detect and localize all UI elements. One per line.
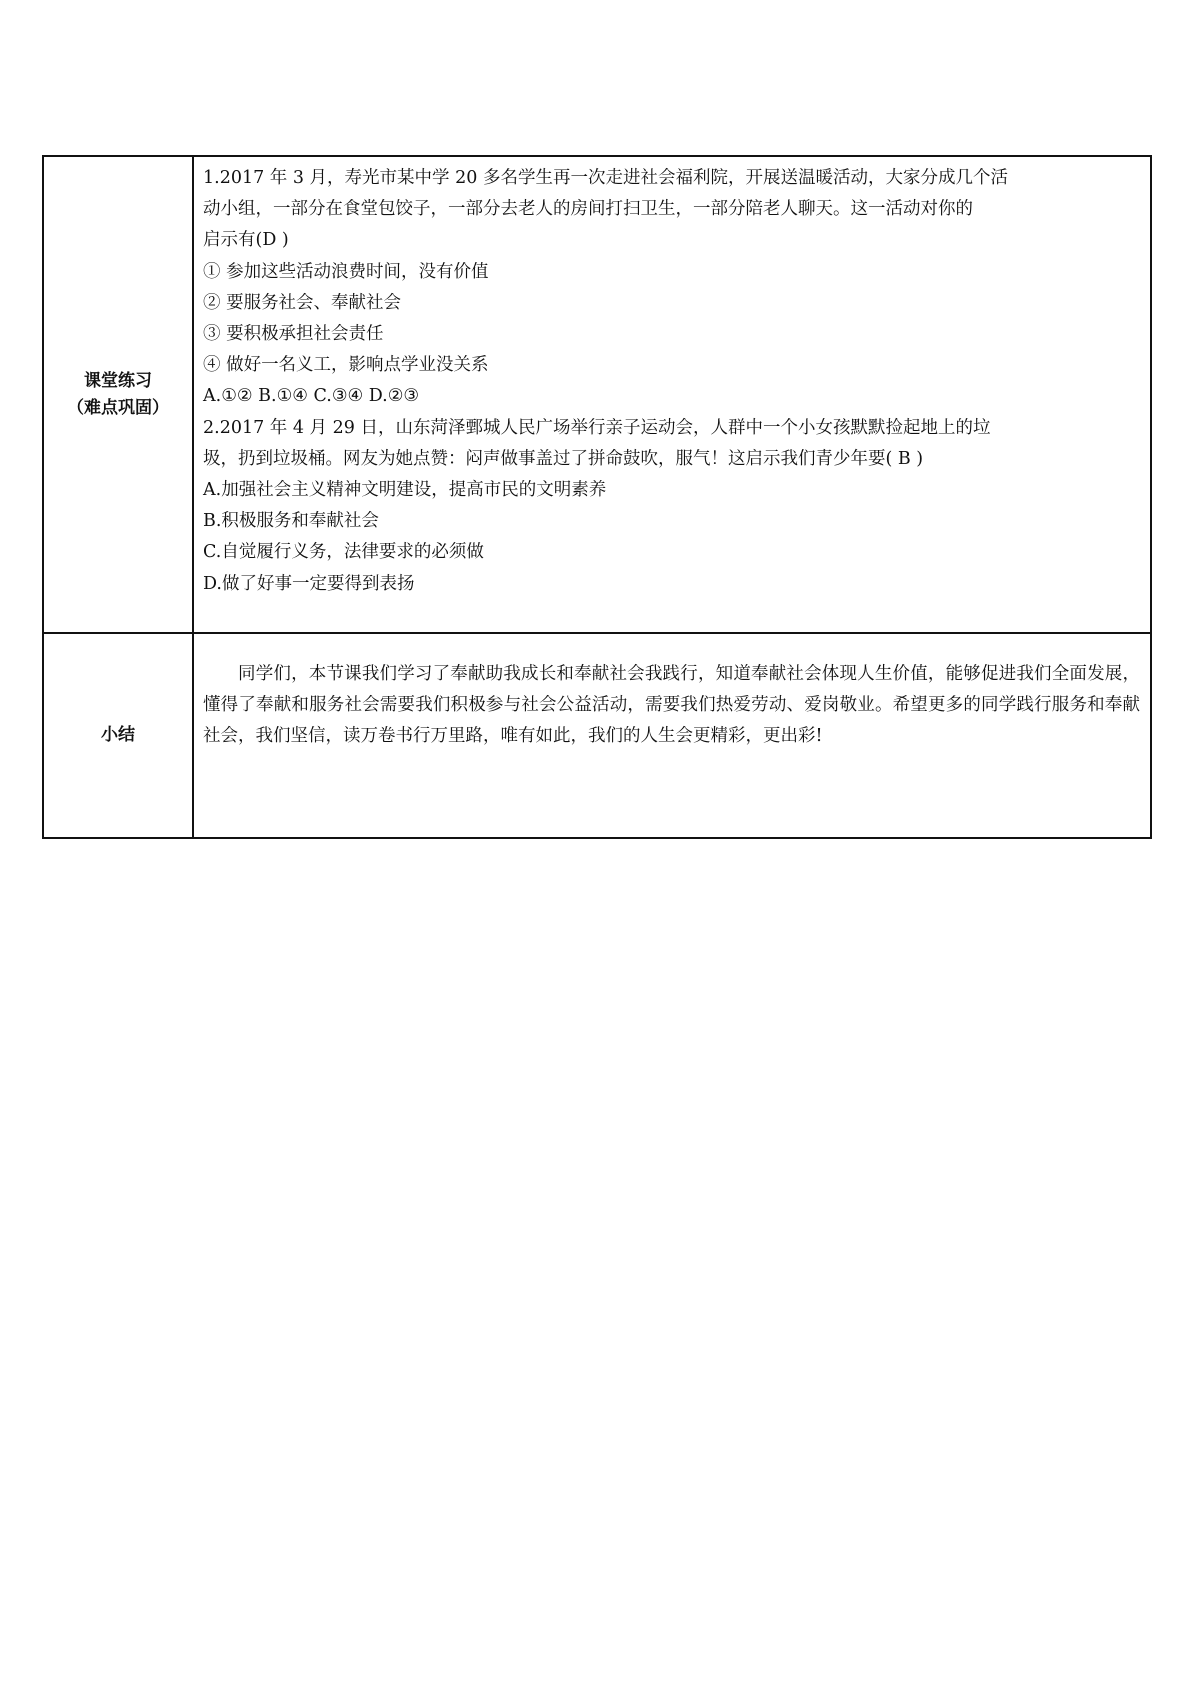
question-1-statement-3: ③ 要积极承担社会责任 bbox=[203, 324, 384, 345]
exercise-content bbox=[193, 156, 1151, 633]
lesson-table bbox=[42, 155, 1152, 839]
question-1-statement-4: ④ 做好一名义工，影响点学业没关系 bbox=[203, 355, 489, 376]
question-2-option-d: D.做了好事一定要得到表扬 bbox=[203, 573, 415, 594]
table-row-exercise bbox=[43, 156, 1151, 633]
question-1-line-1: 1.2017 年 3 月，寿光市某中学 20 多名学生再一次走进社会福利院，开展送温暖活动，大家分成几个活 bbox=[203, 168, 1008, 188]
question-1-statement-1: ① 参加这些活动浪费时间，没有价值 bbox=[203, 261, 489, 282]
row-label-subtitle: （难点巩固） bbox=[67, 397, 169, 418]
summary-content bbox=[193, 633, 1151, 838]
table-row-summary bbox=[43, 633, 1151, 838]
summary-label: 小结 bbox=[101, 725, 135, 745]
question-1-statement-2: ② 要服务社会、奉献社会 bbox=[203, 292, 402, 313]
question-2-option-b: B.积极服务和奉献社会 bbox=[203, 511, 379, 532]
question-1-line-2: 动小组，一部分在食堂包饺子，一部分去老人的房间打扫卫生，一部分陪老人聊天。这一活动对你的 bbox=[203, 199, 973, 220]
question-2-line-2: 圾，扔到垃圾桶。网友为她点赞：闷声做事盖过了拼命鼓吹，服气！这启示我们青少年要( B ) bbox=[203, 448, 924, 469]
question-2-line-1: 2.2017 年 4 月 29 日，山东菏泽鄄城人民广场举行亲子运动会，人群中一个小女孩默默捡起地上的垃 bbox=[203, 417, 991, 438]
row-label-exercise bbox=[43, 156, 193, 633]
summary-paragraph: 同学们，本节课我们学习了奉献助我成长和奉献社会我践行，知道奉献社会体现人生价值，能够促进我们全面发展，懂得了奉献和服务社会需要我们积极参与社会公益活动，需要我们热爱劳动、爱岗敬业。希望更多的同学践行服务和奉献社会，我们坚信，读万卷书行万里路，唯有如此，我们的人生会更精彩，更出彩! bbox=[203, 664, 1140, 746]
row-label-title: 课堂练习 bbox=[84, 370, 152, 391]
question-2-option-a: A.加强社会主义精神文明建设，提高市民的文明素养 bbox=[203, 480, 607, 501]
question-2-option-c: C.自觉履行义务，法律要求的必须做 bbox=[203, 542, 484, 563]
row-label-summary bbox=[43, 633, 193, 838]
question-1-options: A.①② B.①④ C.③④ D.②③ bbox=[203, 386, 420, 407]
question-1-line-3: 启示有(D ) bbox=[203, 230, 289, 251]
